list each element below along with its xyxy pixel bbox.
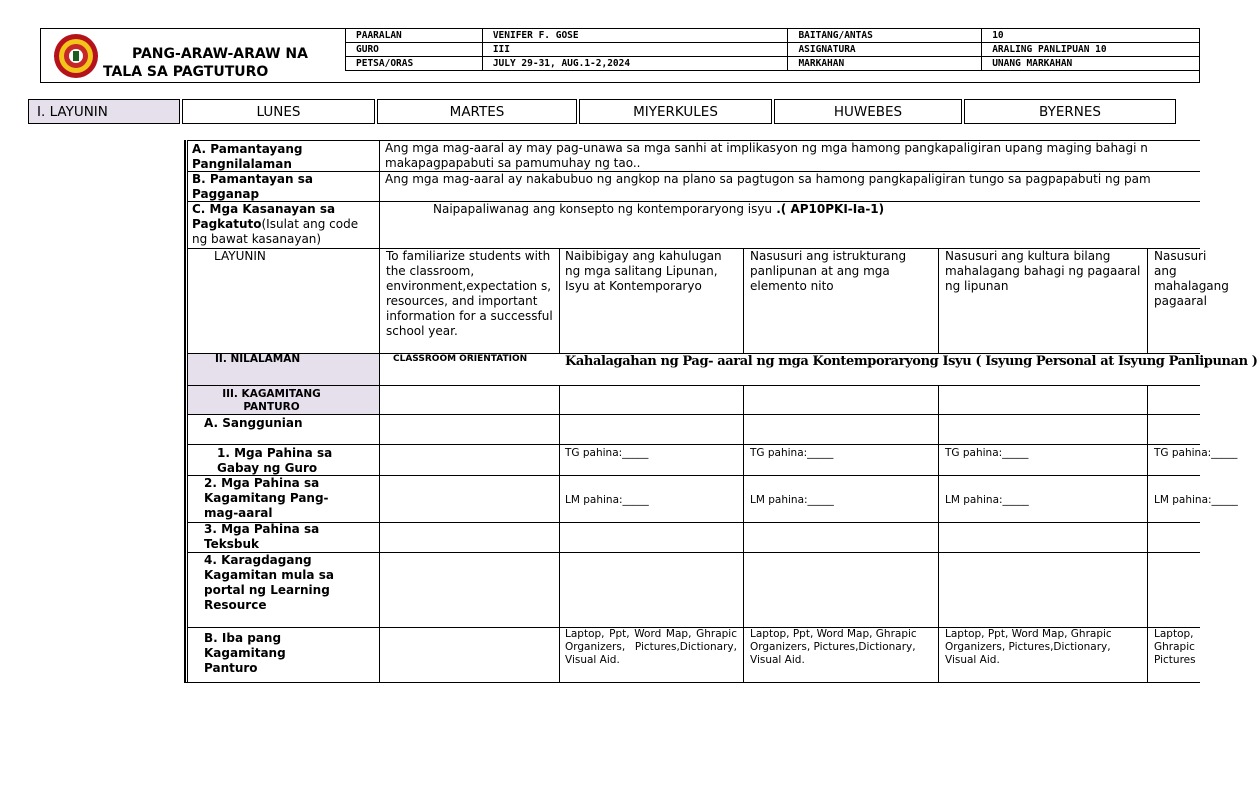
grid-line — [938, 386, 939, 683]
c-code: .( AP10PKI-Ia-1) — [772, 202, 885, 216]
grid-line — [559, 249, 560, 353]
title-line-1: PANG-ARAW-ARAW NA — [132, 46, 308, 62]
tg-pahina-martes: TG pahina:_____ — [565, 447, 649, 459]
c-label-bold: C. Mga Kasanayan sa Pagkatuto — [192, 202, 336, 231]
grid-line — [1147, 249, 1148, 353]
grid-line — [187, 140, 188, 683]
grid-line — [1147, 386, 1148, 683]
header-label: MARKAHAN — [788, 57, 982, 71]
header-label: PAARALAN — [346, 29, 483, 43]
tg-pahina-huwebes: TG pahina:_____ — [945, 447, 1029, 459]
header-label: PETSA/ORAS — [346, 57, 483, 71]
materials-miyerkules: Laptop, Ppt, Word Map, Ghrapic Organizers, Pictures,Dictionary, Visual Aid. — [750, 628, 917, 666]
lm-pahina-huwebes: LM pahina:_____ — [945, 494, 1029, 506]
sanggunian-label: A. Sanggunian — [204, 416, 303, 430]
b-content: Ang mga mag-aaral ay nakabubuo ng angkop na plano sa pagtugon sa hamong pangkapaligiran tungo sa pagpapabuti ng pam — [385, 172, 1151, 186]
header-label: BAITANG/ANTAS — [788, 29, 982, 43]
grid-line — [559, 386, 560, 683]
grid-line — [187, 414, 1200, 415]
header-value: ARALING PANLIPUAN 10 — [982, 43, 1200, 57]
header-row — [346, 29, 1200, 43]
materials-byernes: Laptop, Ghrapic Pictures — [1154, 628, 1196, 666]
header-value: 10 — [982, 29, 1200, 43]
grid-line — [187, 444, 1200, 445]
day-huwebes: HUWEBES — [774, 99, 962, 124]
lesson-plan-grid — [184, 140, 1258, 683]
layunin-lunes: To familiarize students with the classroom, environment,expectation s, resources, and important information for a successful school year. — [386, 249, 553, 338]
grid-line — [184, 682, 1200, 683]
c-label — [192, 202, 377, 247]
header-label: ASIGNATURA — [788, 43, 982, 57]
day-lunes: LUNES — [182, 99, 375, 124]
a-content-line2: makapagpapabuti sa pamumuhay ng tao.. — [385, 156, 641, 170]
grid-line — [938, 249, 939, 353]
day-miyerkules: MIYERKULES — [579, 99, 772, 124]
grid-line — [743, 249, 744, 353]
b-label: B. Pamantayan sa Pagganap — [192, 172, 313, 201]
lm-pahina-martes: LM pahina:_____ — [565, 494, 649, 506]
grid-line — [379, 140, 380, 683]
c-content-text: Naipapaliwanag ang konsepto ng kontemporaryong isyu — [433, 202, 773, 216]
c-content — [433, 202, 1193, 217]
day-byernes: BYERNES — [964, 99, 1176, 124]
layunin-huwebes: Nasusuri ang kultura bilang mahalagang bahagi ng pagaaral ng lipunan — [945, 249, 1141, 293]
layunin-martes: Naibibigay ang kahulugan ng mga salitang Lipunan, Isyu at Kontemporaryo — [565, 249, 722, 293]
header-label: GURO — [346, 43, 483, 57]
header-row — [346, 57, 1200, 71]
header-row — [346, 43, 1200, 57]
nilalaman-lunes: CLASSROOM ORIENTATION — [393, 354, 528, 364]
a-label: A. Pamantayang Pangnilalaman — [192, 142, 303, 171]
materials-huwebes: Laptop, Ppt, Word Map, Ghrapic Organizers, Pictures,Dictionary, Visual Aid. — [945, 628, 1112, 666]
c-label-rest: (Isulat ang code ng bawat kasanayan) — [192, 217, 359, 246]
pang-mag-aaral-label: 2. Mga Pahina sa Kagamitang Pang-mag-aaral — [204, 476, 329, 520]
title-line-2: TALA SA PAGTUTURO — [103, 64, 269, 80]
iba-pang-label: B. Iba pang Kagamitang Panturo — [204, 631, 286, 675]
materials-martes: Laptop, Ppt, Word Map, Ghrapic Organizers, Pictures,Dictionary, Visual Aid. — [565, 628, 737, 666]
document-title — [103, 45, 343, 81]
nilalaman-label: II. NILALAMAN — [215, 353, 301, 365]
teksbuk-label: 3. Mga Pahina sa Teksbuk — [204, 522, 320, 551]
header-value: VENIFER F. GOSE — [482, 29, 788, 43]
kagamitan-label: III. KAGAMITANG PANTURO — [222, 388, 321, 413]
school-logo — [53, 33, 99, 79]
a-content-line1: Ang mga mag-aaral ay may pag-unawa sa mga sanhi at implikasyon ng mga hamong pangkapaligiran upang maging bahagi n — [385, 141, 1148, 155]
header-value: UNANG MARKAHAN — [982, 57, 1200, 71]
gabay-label: 1. Mga Pahina sa Gabay ng Guro — [217, 446, 333, 475]
layunin-byernes: Nasusuri ang mahalagang pagaaral — [1154, 249, 1229, 308]
days-bar — [28, 99, 1178, 124]
grid-line — [187, 385, 1200, 386]
day-martes: MARTES — [377, 99, 577, 124]
karagdagang-label: 4. Karagdagang Kagamitan mula sa portal ng Learning Resource — [204, 553, 334, 612]
nilalaman-content: Kahalagahan ng Pag- aaral ng mga Kontemporaryong Isyu ( Isyung Personal at Isyung Panlipunan ) — [565, 354, 1258, 369]
tg-pahina-miyerkules: TG pahina:_____ — [750, 447, 834, 459]
layunin-heading: I. LAYUNIN — [28, 99, 180, 124]
tg-pahina-byernes: TG pahina:_____ — [1154, 447, 1238, 459]
grid-line — [743, 386, 744, 683]
lm-pahina-miyerkules: LM pahina:_____ — [750, 494, 834, 506]
header-value: III — [482, 43, 788, 57]
header-value: JULY 29-31, AUG.1-2,2024 — [482, 57, 788, 71]
header-info-table — [345, 28, 1200, 71]
layunin-label: LAYUNIN — [214, 249, 266, 263]
lm-pahina-byernes: LM pahina:_____ — [1154, 494, 1238, 506]
grid-line — [184, 140, 186, 683]
layunin-miyerkules: Nasusuri ang istrukturang panlipunan at ang mga elemento nito — [750, 249, 907, 293]
